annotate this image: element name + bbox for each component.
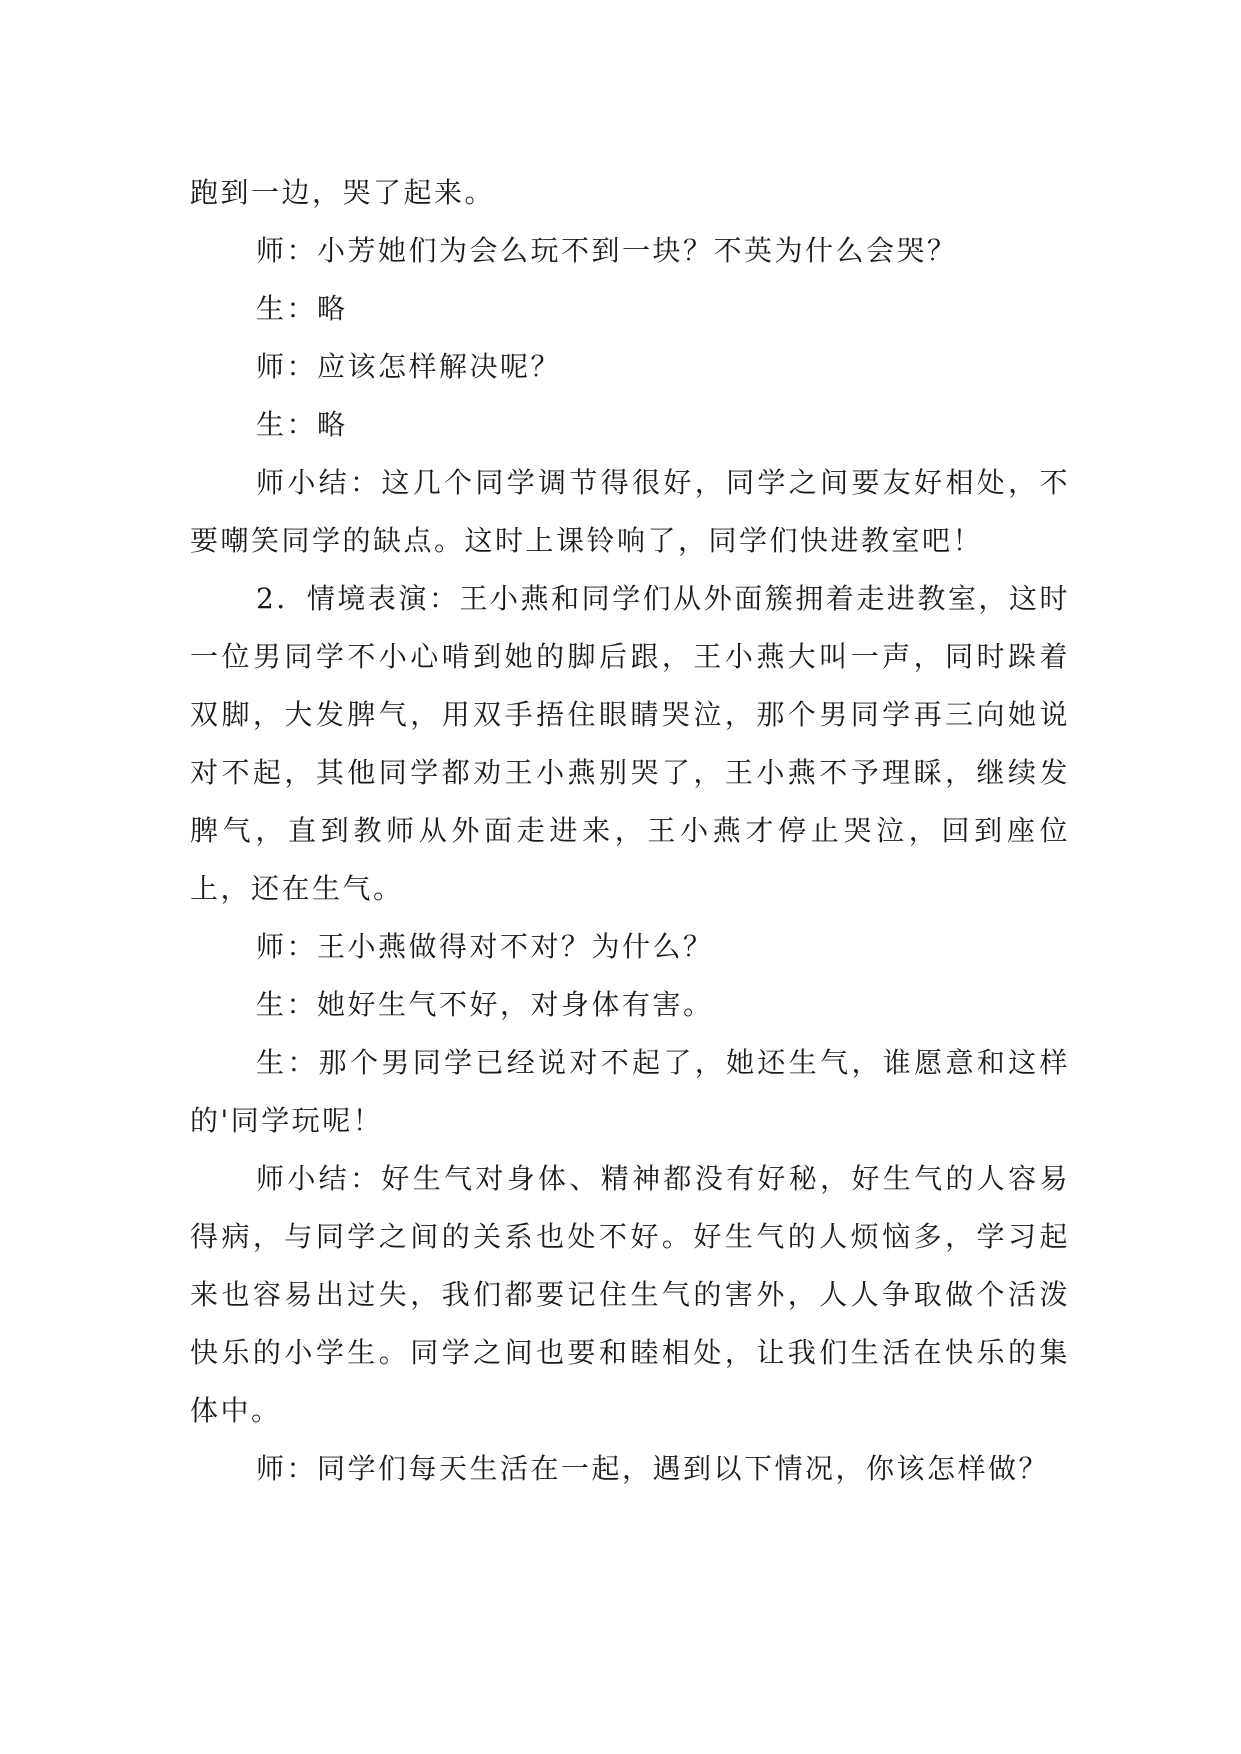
teacher-question-paragraph: 师：小芳她们为会么玩不到一块？不英为什么会哭？ (256, 234, 958, 267)
student-answer-paragraph: 生：略 (256, 408, 348, 441)
student-answer-paragraph: 生：那个男同学已经说对不起了，她还生气，谁愿意和这样的'同学玩呢！ (190, 1046, 1070, 1137)
student-answer-paragraph: 生：略 (256, 292, 348, 325)
teacher-summary-paragraph: 师小结：这几个同学调节得很好，同学之间要友好相处，不要嘲笑同学的缺点。这时上课铃响了，同学们快进教室吧！ (190, 466, 1070, 557)
student-answer-paragraph: 生：她好生气不好，对身体有害。 (256, 988, 714, 1021)
paragraph: 跑到一边，哭了起来。 (190, 176, 496, 209)
teacher-summary-paragraph: 师小结：好生气对身体、精神都没有好秘，好生气的人容易得病，与同学之间的关系也处不好。好生气的人烦恼多，学习起来也容易出过失，我们都要记住生气的害外，人人争取做个活泼快乐的小学生。同学之间也要和睦相处，让我们生活在快乐的集体中。 (190, 1162, 1070, 1427)
teacher-question-paragraph: 师：王小燕做得对不对？为什么？ (256, 930, 714, 963)
teacher-question-paragraph: 师：同学们每天生活在一起，遇到以下情况，你该怎样做？ (256, 1452, 1050, 1485)
document-body (190, 164, 1070, 1498)
teacher-question-paragraph: 师：应该怎样解决呢？ (256, 350, 562, 383)
role-play-paragraph: 2．情境表演：王小燕和同学们从外面簇拥着走进教室，这时一位男同学不小心啃到她的脚后跟，王小燕大叫一声，同时跺着双脚，大发脾气，用双手捂住眼睛哭泣，那个男同学再三向她说对不起，其他同学都劝王小燕别哭了，王小燕不予理睬，继续发脾气，直到教师从外面走进来，王小燕才停止哭泣，回到座位上，还在生气。 (190, 582, 1070, 905)
